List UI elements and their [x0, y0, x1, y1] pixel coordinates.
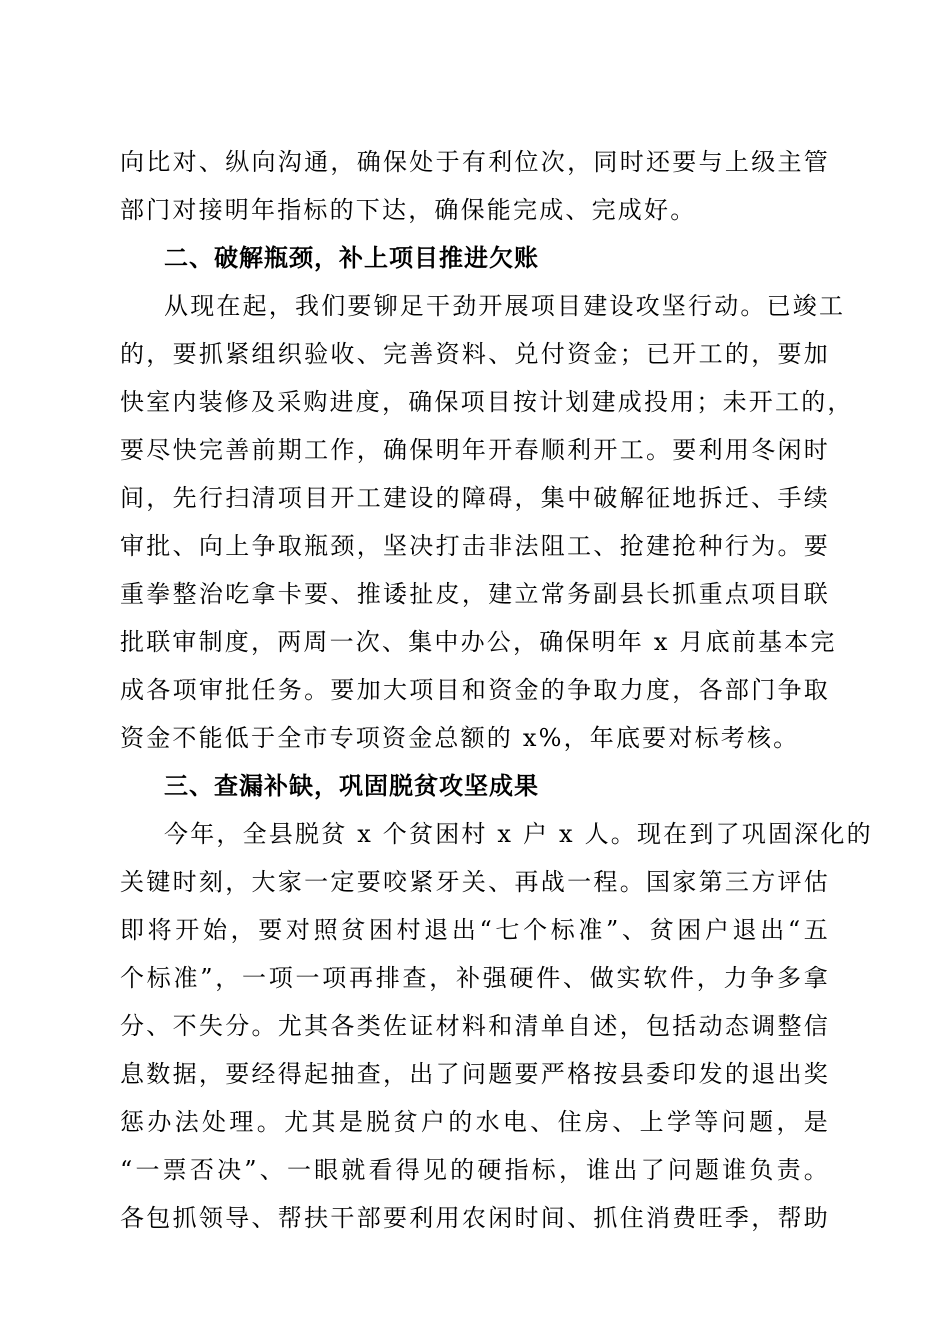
text-line: 间，先行扫清项目开工建设的障碍，集中破解征地拆迁、手续: [120, 484, 830, 512]
text-line: 批联审制度，两周一次、集中办公，确保明年 x 月底前基本完: [120, 628, 837, 656]
text-line: 各包抓领导、帮扶干部要利用农闲时间、抓住消费旺季，帮助: [120, 1204, 830, 1232]
text-line: 关键时刻，大家一定要咬紧牙关、再战一程。国家第三方评估: [120, 868, 830, 896]
text-line: 分、不失分。尤其各类佐证材料和清单自述，包括动态调整信: [120, 1012, 830, 1040]
text-line: 今年，全县脱贫 x 个贫困村 x 户 x 人。现在到了巩固深化的: [164, 820, 873, 848]
text-line: 快室内装修及采购进度，确保项目按计划建成投用；未开工的，: [120, 388, 854, 416]
text-line: 的，要抓紧组织验收、完善资料、兑付资金；已开工的，要加: [120, 340, 830, 368]
text-line: 资金不能低于全市专项资金总额的 x%，年底要对标考核。: [120, 724, 800, 752]
section-heading: 二、破解瓶颈，补上项目推进欠账: [164, 244, 539, 272]
text-line: 重拳整治吃拿卡要、推诿扯皮，建立常务副县长抓重点项目联: [120, 580, 830, 608]
text-line: 向比对、纵向沟通，确保处于有利位次，同时还要与上级主管: [120, 148, 830, 176]
text-line: 审批、向上争取瓶颈，坚决打击非法阻工、抢建抢种行为。要: [120, 532, 830, 560]
section-heading: 三、查漏补缺，巩固脱贫攻坚成果: [164, 772, 539, 800]
text-line: 个标准”，一项一项再排查，补强硬件、做实软件，力争多拿: [120, 964, 830, 992]
text-line: 即将开始，要对照贫困村退出“七个标准”、贫困户退出“五: [120, 916, 830, 944]
text-line: 要尽快完善前期工作，确保明年开春顺利开工。要利用冬闲时: [120, 436, 830, 464]
text-line: 惩办法处理。尤其是脱贫户的水电、住房、上学等问题，是: [120, 1108, 830, 1136]
text-line: 从现在起，我们要铆足干劲开展项目建设攻坚行动。已竣工: [164, 292, 846, 320]
text-line: 成各项审批任务。要加大项目和资金的争取力度，各部门争取: [120, 676, 830, 704]
text-line: 息数据，要经得起抽查，出了问题要严格按县委印发的退出奖: [120, 1060, 830, 1088]
text-line: 部门对接明年指标的下达，确保能完成、完成好。: [120, 196, 697, 224]
text-line: “一票否决”、一眼就看得见的硬指标，谁出了问题谁负责。: [120, 1156, 830, 1184]
